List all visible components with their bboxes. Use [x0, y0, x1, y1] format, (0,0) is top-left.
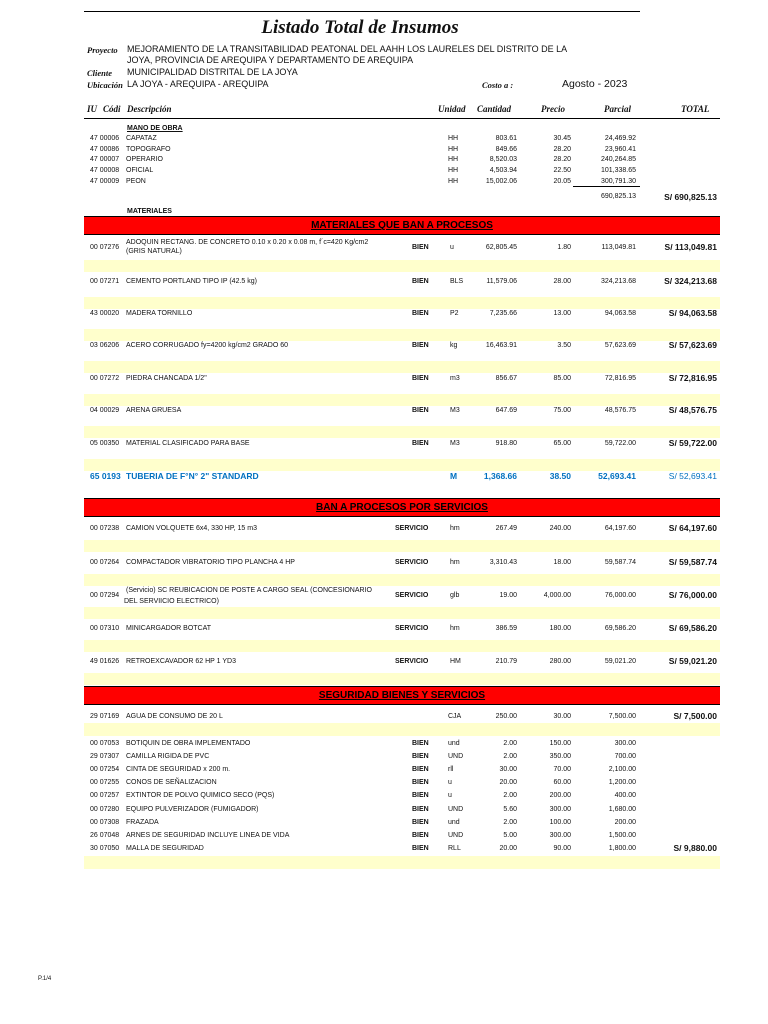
- row-unit: hm: [450, 625, 460, 632]
- row-description: OFICIAL: [126, 167, 154, 175]
- row-quantity: 4,503.94: [489, 167, 517, 175]
- row-quantity: 918.80: [495, 440, 517, 447]
- row-partial: 59,021.20: [604, 658, 636, 665]
- row-quantity: 62,805.45: [485, 244, 517, 251]
- col-total: TOTAL: [681, 104, 710, 114]
- row-partial: 324,213.68: [600, 278, 636, 285]
- row-type: SERVICIO: [395, 559, 429, 566]
- row-price: 180.00: [549, 625, 571, 632]
- proyecto-label: Proyecto: [87, 45, 118, 55]
- row-unit: rll: [448, 766, 454, 774]
- row-total: S/ 59,587.74: [668, 557, 717, 567]
- row-price: 22.50: [553, 167, 571, 175]
- row-band: [84, 329, 720, 341]
- row-quantity: 3,310.43: [489, 559, 517, 566]
- row-price: 350.00: [549, 753, 571, 761]
- row-code: 03 06206: [90, 342, 120, 349]
- row-description: TOPOGRAFO: [126, 145, 171, 153]
- row-type: BIEN: [412, 831, 429, 839]
- cliente-label: Cliente: [87, 68, 113, 78]
- row-total: S/ 59,722.00: [668, 438, 717, 448]
- row-type: BIEN: [412, 342, 429, 349]
- section-banner-servicios: [84, 498, 720, 517]
- row-price: 300.00: [549, 831, 571, 839]
- row-partial: 59,587.74: [604, 559, 636, 566]
- row-code: 00 07294: [90, 592, 120, 599]
- section-banner-materiales: [84, 216, 720, 235]
- mano-obra-label: MANO DE OBRA: [127, 125, 183, 132]
- row-quantity: 7,235.66: [489, 310, 517, 317]
- row-description: ADOQUIN RECTANG. DE CONCRETO 0.10 x 0.20 x 0.08 m, f´c=420 Kg/cm2: [126, 239, 369, 246]
- row-partial: 113,049.81: [601, 244, 636, 251]
- row-band: [84, 297, 720, 309]
- row-partial: 240,264.85: [600, 156, 636, 164]
- row-description: MADERA TORNILLO: [126, 310, 193, 317]
- row-quantity: 5.00: [503, 831, 517, 839]
- row-partial: 700.00: [614, 753, 636, 761]
- row-type: BIEN: [412, 779, 429, 787]
- row-description: CONOS DE SEÑALIZACION: [126, 779, 217, 787]
- row-partial: 1,200.00: [608, 779, 636, 787]
- row-partial: 1,680.00: [608, 805, 636, 813]
- row-quantity: 11,579.06: [486, 278, 517, 285]
- row-code: 47 00007: [90, 156, 120, 164]
- proyecto-line2: JOYA, PROVINCIA DE AREQUIPA Y DEPARTAMENTO DE AREQUIPA: [127, 55, 414, 65]
- row-total: S/ 7,500.00: [673, 711, 717, 721]
- row-type: BIEN: [412, 818, 429, 826]
- row-code: 00 07308: [90, 818, 120, 826]
- row-total: S/ 94,063.58: [668, 308, 717, 318]
- row-price: 3.50: [557, 342, 571, 349]
- row-quantity: 19.00: [499, 592, 517, 599]
- row-quantity: 210.79: [495, 658, 517, 665]
- row-quantity: 16,463.91: [485, 342, 517, 349]
- row-unit: M3: [450, 440, 460, 447]
- row-price: 60.00: [553, 779, 571, 787]
- row-code: 47 00086: [90, 145, 120, 153]
- row-band: [84, 260, 720, 272]
- row-quantity: 856.67: [495, 375, 517, 382]
- row-code: 04 00029: [90, 407, 120, 414]
- row-quantity: 849.66: [495, 145, 517, 153]
- row-description: MATERIAL CLASIFICADO PARA BASE: [126, 440, 250, 447]
- row-partial: 2,100.00: [608, 766, 636, 774]
- row-total: S/ 76,000.00: [668, 590, 717, 600]
- row-code: 00 07255: [90, 779, 120, 787]
- row-unit: UND: [448, 753, 464, 761]
- row-unit: P2: [450, 310, 459, 317]
- row-code: 00 07280: [90, 805, 120, 813]
- row-description: OPERARIO: [126, 156, 163, 164]
- row-description: FRAZADA: [126, 818, 159, 826]
- row-description: ACERO CORRUGADO fy=4200 kg/cm2 GRADO 60: [126, 342, 289, 349]
- row-description: COMPACTADOR VIBRATORIO TIPO PLANCHA 4 HP: [126, 559, 295, 566]
- top-rule: [84, 11, 640, 12]
- row-price: 28.20: [553, 156, 571, 164]
- row-unit: HH: [448, 177, 459, 185]
- row-code: 00 07254: [90, 766, 120, 774]
- row-code: 00 07310: [90, 625, 120, 632]
- costo-label: Costo a :: [482, 80, 514, 90]
- row-partial: 72,816.95: [604, 375, 636, 382]
- row-description-cont: (GRIS NATURAL): [126, 248, 182, 255]
- row-partial: 200.00: [614, 818, 636, 826]
- row-quantity: 267.49: [495, 525, 517, 532]
- row-unit: u: [448, 779, 452, 787]
- row-type: BIEN: [412, 278, 429, 285]
- row-partial: 23,960.41: [604, 145, 636, 153]
- row-code: 00 07053: [90, 740, 120, 747]
- row-quantity: 2.00: [503, 818, 517, 826]
- row-quantity: 803.61: [495, 135, 517, 142]
- row-total: S/ 72,816.95: [668, 373, 717, 383]
- row-quantity: 2.00: [503, 753, 517, 761]
- row-quantity: 8,520.03: [489, 156, 517, 164]
- row-code: 00 07264: [90, 559, 120, 566]
- row-unit: UND: [448, 831, 464, 839]
- row-band: [84, 640, 720, 652]
- row-type: BIEN: [412, 310, 429, 317]
- header-rule: [84, 118, 720, 119]
- row-quantity: 5.60: [503, 805, 517, 813]
- row-price: 150.00: [549, 740, 571, 747]
- row-unit: HM: [450, 658, 461, 665]
- section-banner-seguridad: [84, 686, 720, 705]
- cliente-value: MUNICIPALIDAD DISTRITAL DE LA JOYA: [127, 67, 298, 77]
- row-price: 30.45: [553, 135, 571, 142]
- row-partial: 52,693.41: [598, 471, 636, 481]
- row-quantity: 20.00: [499, 844, 517, 852]
- row-type: BIEN: [412, 740, 429, 747]
- row-band: [84, 361, 720, 373]
- row-description: MINICARGADOR BOTCAT: [126, 625, 212, 632]
- row-band: [84, 574, 720, 586]
- row-price: 65.00: [553, 440, 571, 447]
- row-price: 1.80: [557, 244, 571, 251]
- row-partial: 24,469.92: [604, 135, 636, 142]
- row-unit: HH: [448, 167, 459, 175]
- row-type: BIEN: [412, 375, 429, 382]
- row-band: [84, 856, 720, 869]
- row-price: 70.00: [553, 766, 571, 774]
- row-type: BIEN: [412, 805, 429, 813]
- row-description: BOTIQUIN DE OBRA IMPLEMENTADO: [126, 740, 251, 747]
- row-description: ARNES DE SEGURIDAD INCLUYE LINEA DE VIDA: [126, 831, 290, 839]
- row-price: 75.00: [553, 407, 571, 414]
- row-partial: 400.00: [614, 792, 636, 800]
- ubicacion-label: Ubicación: [87, 80, 123, 90]
- row-unit: HH: [448, 145, 459, 153]
- row-code: 05 00350: [90, 440, 120, 447]
- row-description: EQUIPO PULVERIZADOR (FUMIGADOR): [126, 805, 259, 813]
- row-price: 28.20: [553, 145, 571, 153]
- row-partial: 1,800.00: [608, 844, 636, 852]
- col-unidad: Unidad: [438, 104, 466, 114]
- row-code: 47 00006: [90, 135, 120, 142]
- row-description: MALLA DE SEGURIDAD: [126, 844, 204, 852]
- row-code: 49 01626: [90, 658, 120, 665]
- row-partial: 48,576.75: [604, 407, 636, 414]
- col-parcial: Parcial: [604, 104, 631, 114]
- row-description: PIEDRA CHANCADA 1/2": [126, 375, 207, 382]
- row-code: 00 07238: [90, 525, 120, 532]
- row-partial: 94,063.58: [604, 310, 636, 317]
- row-unit: und: [448, 818, 460, 826]
- row-type: BIEN: [412, 440, 429, 447]
- row-type: BIEN: [412, 766, 429, 774]
- row-description-cont: DEL SERVIICIO ELECTRICO): [124, 598, 219, 605]
- row-band: [84, 673, 720, 685]
- section-title: BAN A PROCESOS POR SERVICIOS: [316, 502, 488, 513]
- row-quantity: 2.00: [503, 792, 517, 800]
- mano-obra-subtotal: 690,825.13: [600, 193, 636, 200]
- row-quantity: 386.59: [495, 625, 517, 632]
- row-partial: 300.00: [614, 740, 636, 747]
- row-band: [84, 394, 720, 406]
- row-price: 30.00: [553, 713, 571, 720]
- section-title: SEGURIDAD BIENES Y SERVICIOS: [318, 690, 486, 701]
- row-type: BIEN: [412, 792, 429, 800]
- row-unit: RLL: [448, 844, 461, 852]
- row-total: S/ 64,197.60: [668, 523, 717, 533]
- seguridad-total: S/ 9,880.00: [673, 843, 717, 853]
- col-desc: Descripción: [127, 104, 172, 114]
- row-price: 240.00: [549, 525, 571, 532]
- ubicacion-value: LA JOYA - AREQUIPA - AREQUIPA: [127, 79, 269, 89]
- row-band: [84, 459, 720, 471]
- row-partial: 7,500.00: [608, 713, 636, 720]
- row-unit: kg: [450, 342, 458, 349]
- proyecto-line1: MEJORAMIENTO DE LA TRANSITABILIDAD PEATONAL DEL AAHH LOS LAURELES DEL DISTRITO DE LA: [127, 44, 568, 54]
- col-cantidad: Cantidad: [477, 104, 512, 114]
- row-quantity: 30.00: [499, 766, 517, 774]
- row-unit: UND: [448, 805, 464, 813]
- row-band: [84, 723, 720, 736]
- row-total: S/ 59,021.20: [668, 656, 717, 666]
- row-description: TUBERIA DE F°N° 2" STANDARD: [126, 471, 259, 481]
- row-code: 29 07169: [90, 713, 120, 720]
- row-code: 43 00020: [90, 310, 120, 317]
- page-title: Listado Total de Insumos: [261, 17, 459, 38]
- row-price: 4,000.00: [543, 592, 571, 599]
- row-code: 30 07050: [90, 844, 120, 852]
- row-unit: hm: [450, 525, 460, 532]
- section-title: MATERIALES QUE BAN A PROCESOS: [311, 220, 493, 231]
- subtotal-rule: [573, 186, 640, 187]
- row-code: 65 0193: [90, 471, 121, 481]
- row-quantity: 647.69: [495, 407, 517, 414]
- row-type: SERVICIO: [395, 592, 429, 599]
- row-code: 47 00009: [90, 177, 120, 185]
- col-cod: Códi: [103, 104, 121, 114]
- col-iu: IU: [87, 104, 98, 114]
- row-unit: m3: [450, 375, 460, 382]
- row-code: 29 07307: [90, 753, 120, 761]
- row-description: CINTA DE SEGURIDAD x 200 m.: [126, 766, 231, 774]
- row-type: BIEN: [412, 244, 429, 251]
- row-total: S/ 324,213.68: [664, 276, 717, 286]
- row-partial: 1,500.00: [608, 831, 636, 839]
- row-price: 28.00: [553, 278, 571, 285]
- row-quantity: 15,002.06: [485, 177, 517, 185]
- row-unit: und: [448, 740, 460, 747]
- row-unit: M: [450, 471, 458, 481]
- row-band: [84, 426, 720, 438]
- row-quantity: 250.00: [495, 713, 517, 720]
- row-description: ARENA GRUESA: [126, 407, 182, 414]
- row-partial: 59,722.00: [604, 440, 636, 447]
- row-description: EXTINTOR DE POLVO QUIMICO SECO (PQS): [126, 792, 275, 800]
- mano-obra-total: S/ 690,825.13: [664, 192, 717, 202]
- row-description: (Servicio) SC REUBICACION DE POSTE A CARGO SEAL (CONCESIONARIO: [126, 587, 372, 594]
- row-total: S/ 48,576.75: [668, 405, 717, 415]
- row-price: 13.00: [553, 310, 571, 317]
- row-total: S/ 57,623.69: [668, 340, 717, 350]
- row-description: AGUA DE CONSUMO DE 20 L: [126, 713, 223, 720]
- page-number: P.1/4: [38, 976, 52, 982]
- row-description: CAMILLA RIGIDA DE PVC: [126, 753, 210, 761]
- row-description: RETROEXCAVADOR 62 HP 1 YD3: [126, 658, 236, 665]
- row-price: 200.00: [549, 792, 571, 800]
- row-quantity: 2.00: [503, 740, 517, 747]
- row-type: BIEN: [412, 753, 429, 761]
- row-unit: CJA: [448, 713, 462, 720]
- row-unit: HH: [448, 135, 459, 142]
- row-partial: 76,000.00: [604, 592, 636, 599]
- row-quantity: 1,368.66: [483, 471, 517, 481]
- row-price: 20.05: [553, 177, 571, 185]
- row-total: S/ 52,693.41: [668, 471, 717, 481]
- row-price: 38.50: [549, 471, 571, 481]
- row-code: 00 07276: [90, 244, 120, 251]
- row-total: S/ 113,049.81: [664, 242, 717, 252]
- row-unit: M3: [450, 407, 460, 414]
- row-code: 00 07272: [90, 375, 120, 382]
- materiales-label: MATERIALES: [127, 208, 172, 215]
- row-code: 00 07271: [90, 278, 120, 285]
- row-price: 18.00: [553, 559, 571, 566]
- row-unit: u: [448, 792, 452, 800]
- row-type: SERVICIO: [395, 625, 429, 632]
- costo-fecha: Agosto - 2023: [562, 78, 628, 90]
- row-partial: 101,338.65: [600, 167, 636, 175]
- row-unit: u: [450, 244, 454, 251]
- row-unit: glb: [450, 592, 460, 599]
- row-price: 280.00: [549, 658, 571, 665]
- row-total: S/ 69,586.20: [668, 623, 717, 633]
- row-unit: BLS: [450, 278, 464, 285]
- row-type: BIEN: [412, 407, 429, 414]
- row-partial: 69,586.20: [604, 625, 636, 632]
- row-description: CEMENTO PORTLAND TIPO IP (42.5 kg): [126, 278, 257, 285]
- row-type: BIEN: [412, 844, 429, 852]
- row-code: 47 00008: [90, 167, 120, 175]
- row-unit: HH: [448, 156, 459, 164]
- row-type: SERVICIO: [395, 525, 429, 532]
- row-description: CAMION VOLQUETE 6x4, 330 HP, 15 m3: [126, 525, 257, 532]
- row-price: 90.00: [553, 844, 571, 852]
- row-description: PEON: [126, 177, 146, 185]
- row-partial: 57,623.69: [604, 342, 636, 349]
- row-band: [84, 540, 720, 552]
- row-description: CAPATAZ: [126, 135, 157, 142]
- row-band: [84, 607, 720, 619]
- row-unit: hm: [450, 559, 460, 566]
- row-price: 300.00: [549, 805, 571, 813]
- row-type: SERVICIO: [395, 658, 429, 665]
- row-partial: 300,791.30: [600, 177, 636, 185]
- col-precio: Precio: [541, 104, 565, 114]
- row-partial: 64,197.60: [604, 525, 636, 532]
- row-code: 00 07257: [90, 792, 120, 800]
- row-price: 100.00: [549, 818, 571, 826]
- row-quantity: 20.00: [499, 779, 517, 787]
- row-code: 26 07048: [90, 831, 120, 839]
- row-price: 85.00: [553, 375, 571, 382]
